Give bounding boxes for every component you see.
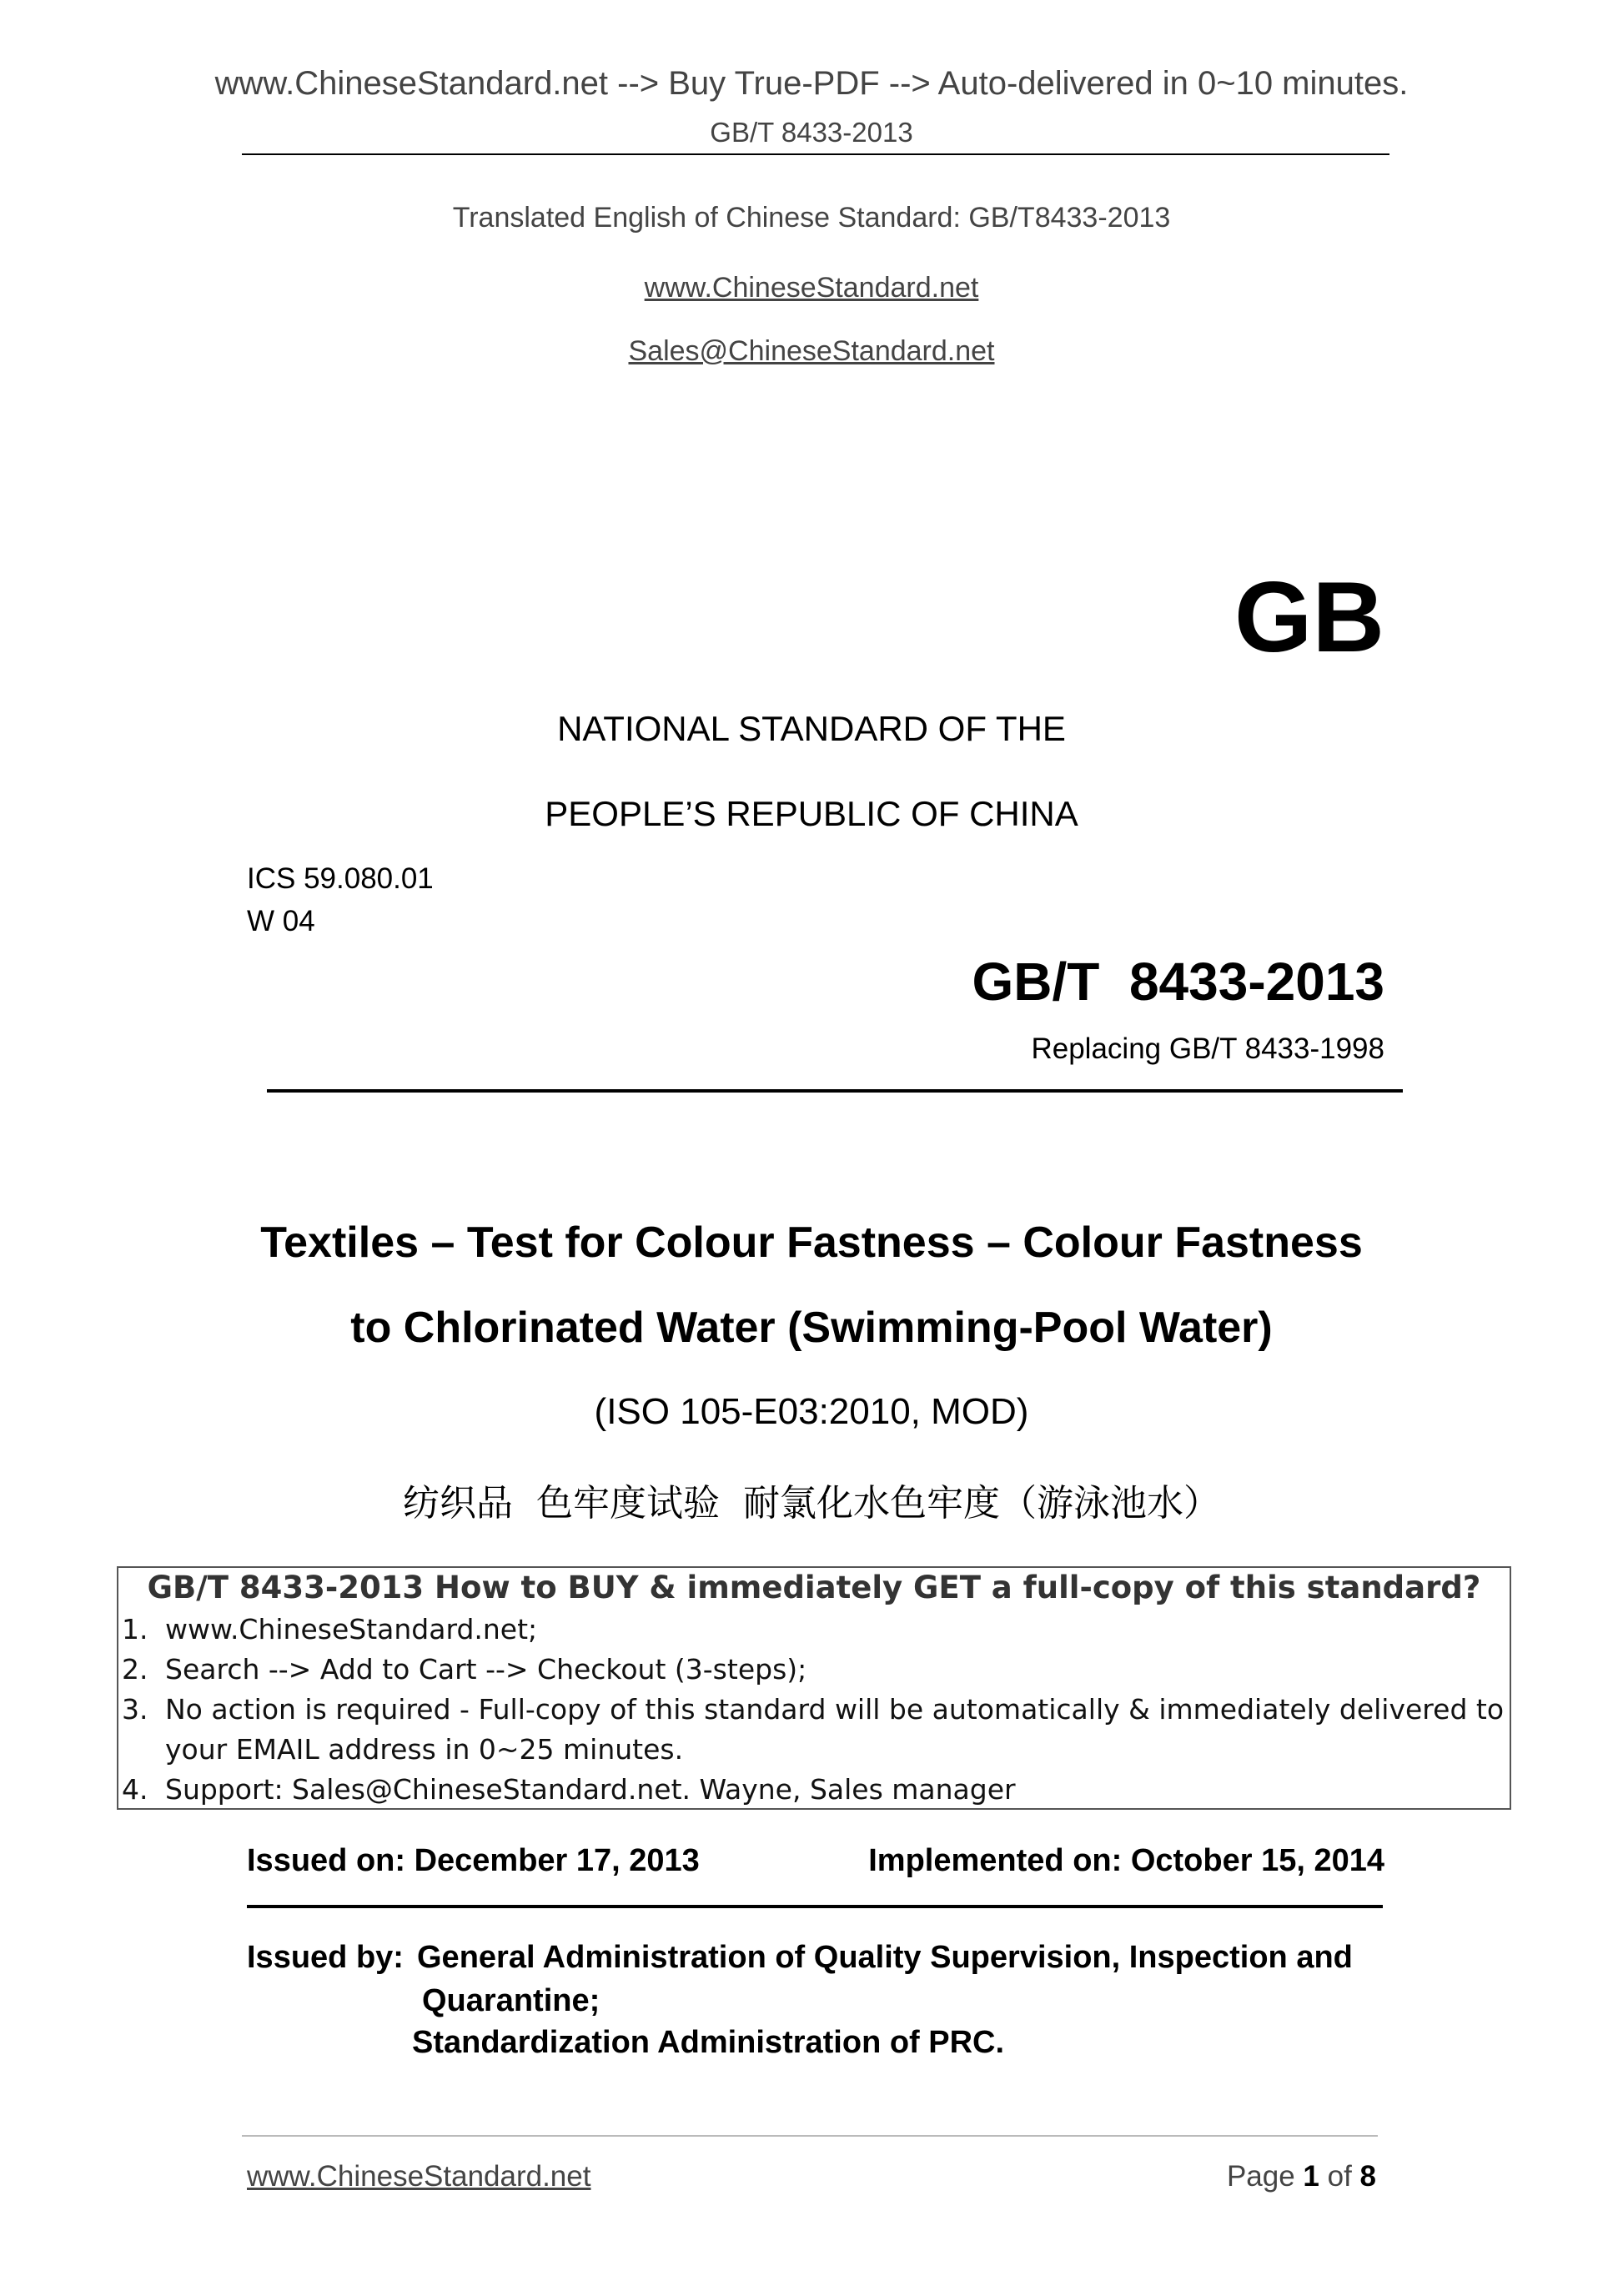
ics-code: ICS 59.080.01 (247, 862, 434, 895)
header-code: GB/T 8433-2013 (710, 117, 913, 148)
title-line1: Textiles – Test for Colour Fastness – Colour Fastness (260, 1218, 1363, 1267)
title-line2: to Chlorinated Water (Swimming-Pool Water) (350, 1304, 1273, 1352)
implemented-on: Implemented on: October 15, 2014 (868, 1843, 1384, 1878)
buy-box-title: GB/T 8433-2013 How to BUY & immediately GET a full-copy of this standard? (147, 1570, 1481, 1605)
replacing-note: Replacing GB/T 8433-1998 (1031, 1032, 1384, 1065)
issued-by-line3: Standardization Administration of PRC. (412, 2025, 1005, 2060)
issued-by-label: Issued by: (247, 1940, 404, 1975)
issued-by-line2: Quarantine; (422, 1983, 600, 2018)
national-standard-line2: PEOPLE’S REPUBLIC OF CHINA (545, 794, 1078, 833)
ccs-code: W 04 (247, 905, 315, 937)
chinese-title: 纺织品 色牢度试验 耐氯化水色牢度（游泳池水） (403, 1482, 1220, 1525)
standard-number: GB/T 8433-2013 (972, 952, 1384, 1012)
issued-divider (247, 1905, 1383, 1908)
national-standard-line1: NATIONAL STANDARD OF THE (557, 709, 1066, 748)
header-divider (242, 153, 1389, 155)
email-link[interactable]: Sales@ChineseStandard.net (628, 335, 995, 367)
page-number: Page 1 of 8 (1226, 2160, 1376, 2193)
buy-step: 2. Search --> Add to Cart --> Checkout (3-steps); (122, 1653, 807, 1686)
issued-by-line1: General Administration of Quality Supervision, Inspection and (417, 1940, 1353, 1975)
footer-website-link[interactable]: www.ChineseStandard.net (247, 2160, 591, 2193)
title-divider (267, 1089, 1403, 1093)
header-banner: www.ChineseStandard.net --> Buy True-PDF --> Auto-delivered in 0~10 minutes. (214, 65, 1409, 102)
buy-step: 4. Support: Sales@ChineseStandard.net. Wayne, Sales manager (122, 1773, 1016, 1806)
buy-instructions-box (117, 1566, 1511, 1810)
issued-on: Issued on: December 17, 2013 (247, 1843, 700, 1878)
buy-step: 1. www.ChineseStandard.net; (122, 1613, 538, 1645)
buy-step-continuation: your EMAIL address in 0~25 minutes. (165, 1733, 684, 1766)
iso-reference: (ISO 105-E03:2010, MOD) (594, 1391, 1029, 1432)
buy-step: 3. No action is required - Full-copy of this standard will be automatically & immediately delivered to (122, 1693, 1505, 1726)
translated-note: Translated English of Chinese Standard: GB/T8433-2013 (452, 202, 1171, 234)
buy-step-website[interactable]: www.ChineseStandard.net; (165, 1613, 538, 1645)
footer-divider (242, 2135, 1378, 2137)
website-link[interactable]: www.ChineseStandard.net (644, 272, 979, 304)
gb-mark: GB (1234, 561, 1384, 673)
